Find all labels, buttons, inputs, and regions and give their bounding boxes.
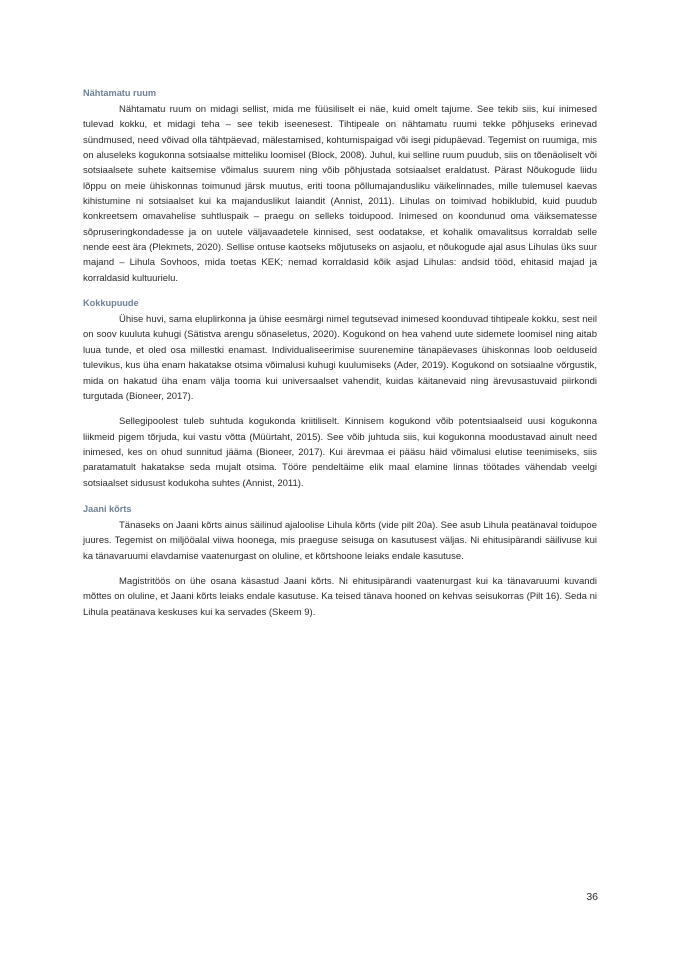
paragraph: Magistritöös on ühe osana käsastud Jaani kõrts. Ni ehitusipärandi vaatenurgast kui ka tänavaruumi kuvandi mõttes on oluline, et Jaani kõrts leiaks endale kasutuse. Ka teised tänava hooned on kehvas seisukorras (Pilt 16). Seda ni Lihula peatänava keskuses kui ka servades (Skeem 9). [83,575,597,618]
section-nahtamatu-ruum [83,86,597,286]
page-content [83,86,597,620]
section-heading: Kokkupuude [83,298,139,309]
section-heading: Nähtamatu ruum [83,88,156,98]
section-jaani-korts [83,502,597,620]
section-kokkupuude [83,296,597,491]
section-heading: Jaani kõrts [83,503,132,514]
paragraph: Nähtamatu ruum on midagi sellist, mida me füüsiliselt ei näe, kuid omelt tajume. See tekib siis, kui inimesed tulevad kokku, et midagi teha – see tekib iseenesest. Tihtipeale on nähtamatu ruumi tekke põhjuseks erinevad sündmused, need võivad olla tähtpäevad, mälestamised, kohtumispaigad või isegi pidupäevad. Tegemist on ruumiga, mis on aluseleks kogukonna sotsiaalse mitteliku loomisel (Block, 2008). Juhul, kui selline ruum puudub, siis on tõenäoliselt või sotsiaalsete suhete kaitsemise võimalus suurem ning võib põhjustada sotsiaalset eraldatust. Pärast Nõukogude liidu lõppu on meie ühiskonnas toimunud järsk muutus, eriti toona põllumajandusliku väikelinnades, mille tulemusel kaevas kihistumine ni sotsiaalset kui ka majanduslikut laiandit (Annist, 2011). Lihulas on toimivad hobiklubid, kuid puudub konkreetsem omavahelise suhtluspaik – praegu on selleks toidupood. Inimesed on koondunud oma väiksematesse sõpruseringkondadesse ja on uutele väljavaadetele kinnised, sest oodatakse, et kohalik omavalitsus korraldab selle nende eest ära (Plekmets, 2020). Sellise ontuse kaotseks mõjutuseks on asjaolu, et nõukogude ajal asus Lihulas üks suur majand – Lihula Sovhoos, mida toetas KEK; nemad korraldasid kõik asjad Lihulas: andsid tööd, ehitasid majad ja korraldasid kultuurielu. [83,104,597,284]
paragraph: Tänaseks on Jaani kõrts ainus säilinud ajaloolise Lihula kõrts (vide pilt 20a). See asub Lihula peatänaval toidupoe juures. Tegemist on miljööalal viiwa hoonega, mis praeguse seisuga on kasutusest väljas. Ni ehitusipärandi säilivuse kui ka tänavaruumi elavdamise vaatenurgast on oluline, et kõrtshoone leiaks endale kasutuse. [83,519,597,562]
paragraph: Sellegipoolest tuleb suhtuda kogukonda kriitiliselt. Kinnisem kogukond võib potentsiaalseid uusi kogukonna liikmeid pigem tõrjuda, kui vastu võtta (Müürtaht, 2015). See võib juhtuda siis, kui kogukonna moodustavad ainult need inimesed, kes on ohud sunnitud jääma (Bioneer, 2017). Kui ärevmaa ei pääsu häid võimalusi elutise teenimiseks, siis paratamatult hakatakse seda mujalt otsima. Tööre pendeltäime elik maal elamine linnas töötades vähendab veelgi sotsiaalset sidusust kodukoha suhtes (Annist, 2011). [83,416,597,489]
paragraph: Ühise huvi, sama eluplirkonna ja ühise eesmärgi nimel tegutsevad inimesed koonduvad tihtipeale kokku, sest neil on soov kuuluta kuhugi (Sätistva arengu sõnaseletus, 2020). Kogukond on hea vahend uute sidemete loomisel ning aitab luua tunde, et oled osa millestki enamast. Individualiseerimise suurenemine tänapäevases ühiskonnas loob oelduseid tulevikus, kus üha enam hakatakse otsima võimalusi kuhugi kuulumiseks (Ader, 2019). Kogukond on sotsiaalne võrgustik, mida on hakatud üha enam välja tooma kui universaalset vahendit, kuidas käitanevaid ning ärevusastuvaid piirkondi turgutada (Bioneer, 2017). [83,314,597,402]
page-number: 36 [586,891,598,903]
